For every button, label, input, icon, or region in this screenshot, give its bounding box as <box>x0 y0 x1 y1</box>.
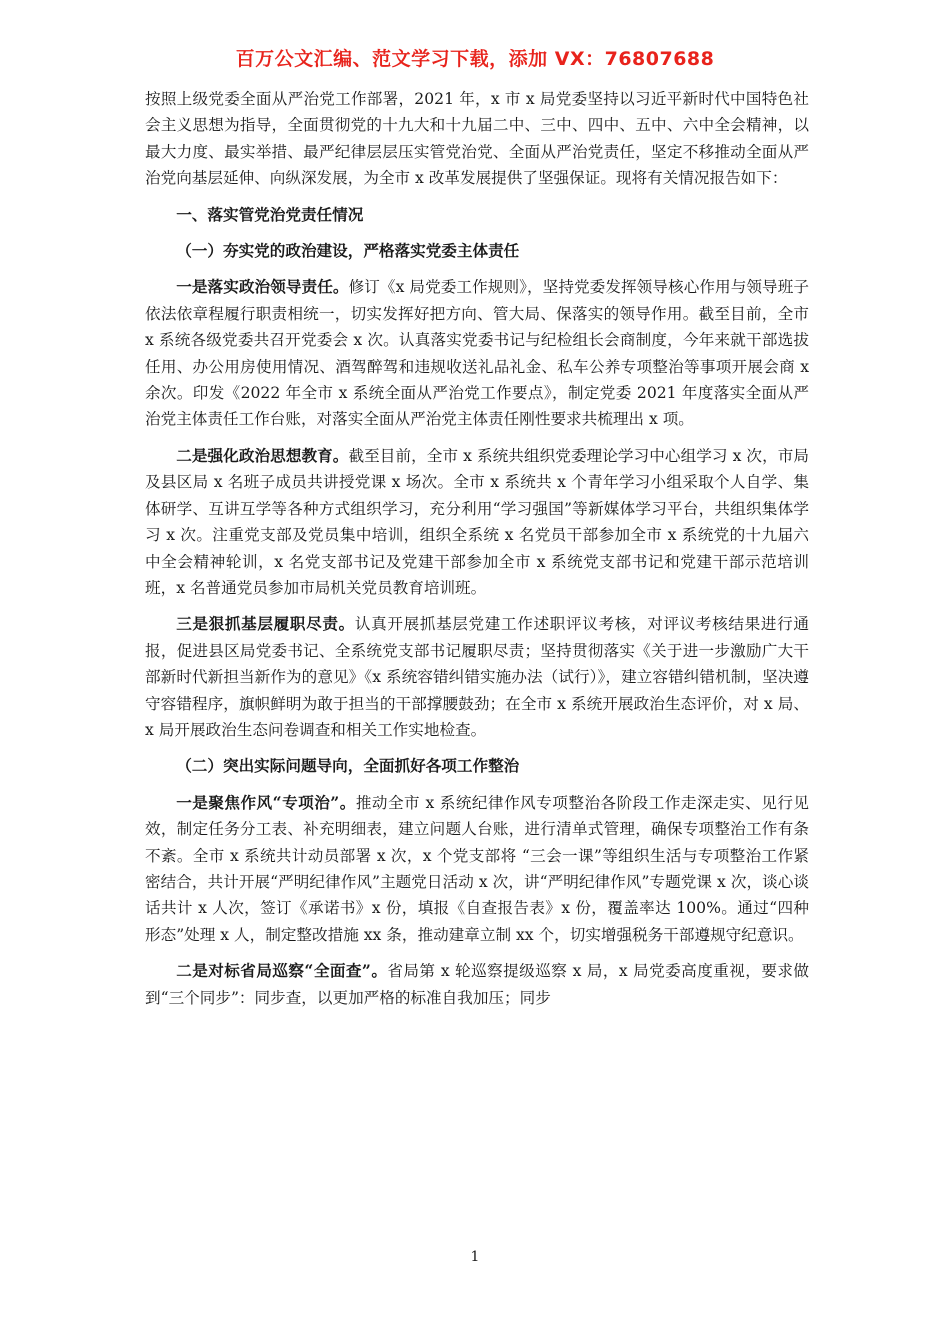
paragraph-text: 省局第 x 轮巡察提级巡察 x 局，x 局党委高度重视，要求做到“三个同步”：同步查，以更加严格的标准自我加压；同步 <box>145 962 809 1007</box>
body-paragraph <box>145 443 809 601</box>
paragraph-lead: 一是聚焦作风“专项治”。 <box>176 792 356 812</box>
subsection-heading: （二）突出实际问题导向，全面抓好各项工作整治 <box>176 756 520 776</box>
body-paragraph <box>145 611 809 743</box>
paragraph-lead: 二是强化政治思想教育。 <box>176 445 349 465</box>
paragraph-text: 修订《x 局党委工作规则》，坚持党委发挥领导核心作用与领导班子依法依章程履行职责相统一，切实发挥好把方向、管大局、保落实的领导作用。截至目前，全市 x 系统各级党委共召开党委会 x 次。认真落实党委书记与纪检组长会商制度，今年来就干部选拔任用、办公用房使用情况、酒驾醉驾和违规收送礼品礼金、私车公养专项整治等事项开展会商 x 余次。印发《2022 年全市 x 系统全面从严治党工作要点》，制定党委 2021 年度落实全面从严治党主体责任工作台账，对落实全面从严治党主体责任刚性要求共梳理出 x 项。 <box>145 278 809 429</box>
paragraph-lead: 三是狠抓基层履职尽责。 <box>176 614 355 634</box>
document-body <box>145 86 809 1021</box>
body-paragraph <box>145 958 809 1011</box>
paragraph-text: 截至目前，全市 x 系统共组织党委理论学习中心组学习 x 次，市局及县区局 x 名班子成员共讲授党课 x 场次。全市 x 系统共 x 个青年学习小组采取个人自学、集体研学、互讲互学等各种方式组织学习，充分利用“学习强国”等新媒体学习平台，共组织集体学习 x 次。注重党支部及党员集中培训，组织全系统 x 名党员干部参加全市 x 系统党的十九届六中全会精神轮训，x 名党支部书记及党建干部参加全市 x 系统党支部书记和党建干部示范培训班，x 名普通党员参加市局机关党员教育培训班。 <box>145 446 809 597</box>
intro-paragraph: 按照上级党委全面从严治党工作部署，2021 年，x 市 x 局党委坚持以习近平新时代中国特色社会主义思想为指导，全面贯彻党的十九大和十九届二中、三中、四中、五中、六中全会精神，以最大力度、最实举措、最严纪律层层压实管党治党、全面从严治党责任，坚定不移推动全面从严治党向基层延伸、向纵深发展，为全市 x 改革发展提供了坚强保证。现将有关情况报告如下： <box>145 90 809 188</box>
header-banner: 百万公文汇编、范文学习下载，添加 VX：76807688 <box>235 48 715 70</box>
page-number: 1 <box>470 1249 480 1265</box>
paragraph-text: 认真开展抓基层党建工作述职评议考核，对评议考核结果进行通报，促进县区局党委书记、全系统党支部书记履职尽责；坚持贯彻落实《关于进一步激励广大干部新时代新担当新作为的意见》《x 系统容错纠错实施办法（试行）》，建立容错纠错机制，坚决遵守容错程序，旗帜鲜明为敢于担当的干部撑腰鼓劲；在全市 x 系统开展政治生态评价，对 x 局、x 局开展政治生态问卷调查和相关工作实地检查。 <box>145 615 809 739</box>
subsection-heading: （一）夯实党的政治建设，严格落实党委主体责任 <box>176 241 520 261</box>
paragraph-lead: 二是对标省局巡察“全面查”。 <box>176 961 388 981</box>
paragraph-text: 推动全市 x 系统纪律作风专项整治各阶段工作走深走实、见行见效，制定任务分工表、补充明细表，建立问题人台账，进行清单式管理，确保专项整治工作有条不紊。全市 x 系统共计动员部署 x 次，x 个党支部将 “三会一课”等组织生活与专项整治工作紧密结合，共计开展“严明纪律作风”主题党日活动 x 次，讲“严明纪律作风”专题党课 x 次，谈心谈话共计 x 人次，签订《承诺书》x 份，填报《自查报告表》x 份，覆盖率达 100%。通过“四种形态”处理 x 人，制定整改措施 xx 条，推动建章立制 xx 个，切实增强税务干部遵规守纪意识。 <box>145 793 809 944</box>
paragraph-lead: 一是落实政治领导责任。 <box>176 277 349 297</box>
body-paragraph <box>145 790 809 948</box>
section-heading: 一、落实管党治党责任情况 <box>176 204 364 224</box>
body-paragraph <box>145 274 809 432</box>
